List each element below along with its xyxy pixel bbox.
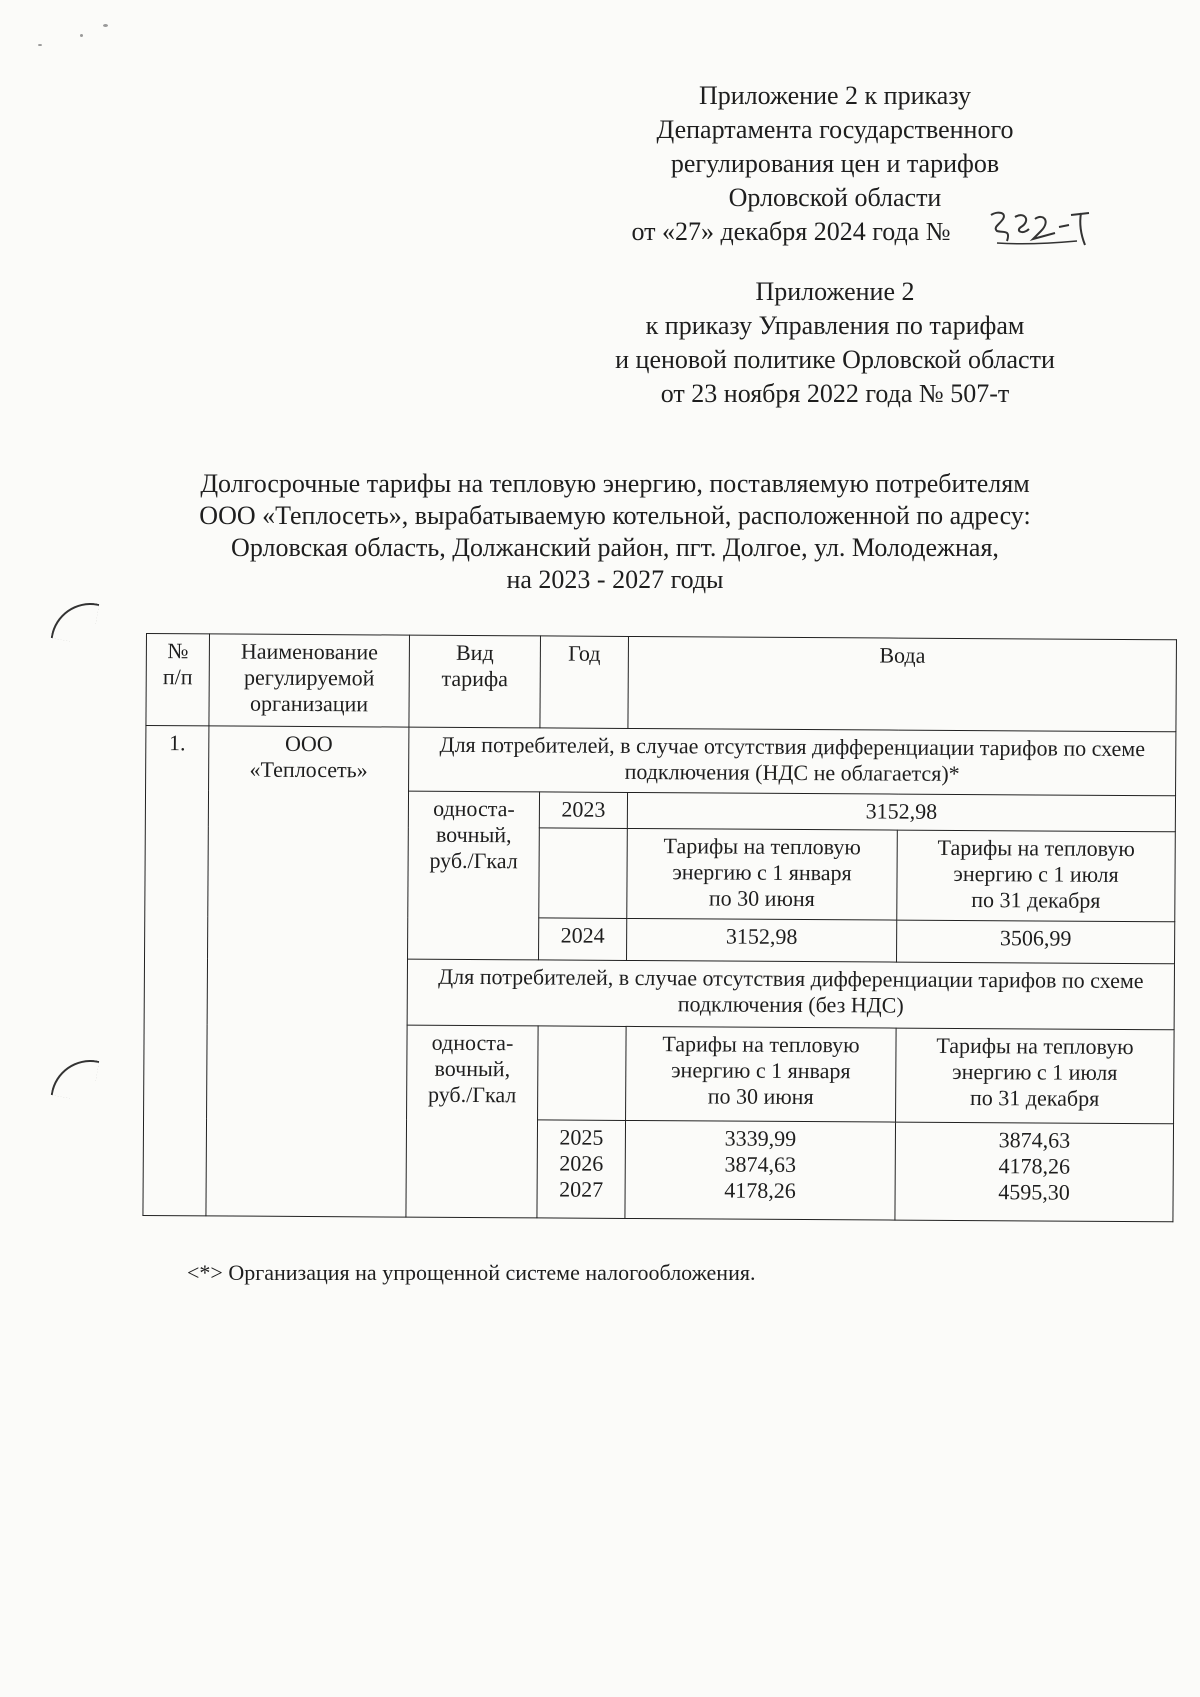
header-number: № п/п bbox=[146, 634, 210, 726]
title-line: ООО «Теплосеть», вырабатываемую котельной, расположенной по адресу: bbox=[199, 501, 1031, 530]
header-water: Вода bbox=[628, 636, 1177, 731]
section1-tariff-type: односта- вочный, руб./Гкал bbox=[408, 791, 540, 960]
empty-year-cell bbox=[538, 1026, 627, 1121]
annex-line: Приложение 2 к приказу bbox=[698, 81, 971, 110]
table-header-row bbox=[146, 634, 1177, 732]
annex-date-number-line bbox=[560, 215, 1110, 249]
title-line: на 2023 - 2027 годы bbox=[506, 565, 724, 594]
annex-date: от «27» декабря 2024 года № bbox=[631, 217, 951, 246]
annex-line: Орловской области bbox=[728, 183, 942, 212]
tariff-table bbox=[142, 633, 1177, 1222]
annex-line: регулирования цен и тарифов bbox=[670, 149, 1000, 178]
annex-line: от 23 ноября 2022 года № 507-т bbox=[660, 379, 1010, 408]
scan-speck bbox=[38, 44, 42, 46]
organization-name: ООО «Теплосеть» bbox=[206, 726, 409, 1217]
title-line: Орловская область, Должанский район, пгт. Долгое, ул. Молодежная, bbox=[231, 533, 999, 562]
punch-hole-mark bbox=[51, 597, 100, 646]
annex-line: и ценовой политике Орловской области bbox=[615, 345, 1055, 374]
section1-caption: Для потребителей, в случае отсутствия дифференциации тарифов по схеме подключения (НДС не облагается)* bbox=[409, 727, 1176, 796]
annex-header-new bbox=[560, 79, 1110, 249]
empty-year-cell bbox=[539, 828, 628, 919]
column-header-jul-dec: Тарифы на тепловую энергию с 1 июля по 31 декабря bbox=[896, 1028, 1175, 1124]
values-jan-jun: 3339,99 3874,63 4178,26 bbox=[625, 1120, 896, 1220]
column-header-jul-dec: Тарифы на тепловую энергию с 1 июля по 31 декабря bbox=[897, 830, 1176, 922]
header-organization: Наименование регулируемой организации bbox=[209, 634, 410, 727]
value-cell: 3506,99 bbox=[897, 920, 1175, 964]
annex-header-original bbox=[560, 275, 1110, 411]
values-jul-dec: 3874,63 4178,26 4595,30 bbox=[895, 1122, 1174, 1222]
section2-tariff-type: односта- вочный, руб./Гкал bbox=[406, 1025, 538, 1218]
annex-line: Департамента государственного bbox=[656, 115, 1014, 144]
header-year: Год bbox=[540, 636, 629, 729]
years-cell: 2025 2026 2027 bbox=[537, 1120, 626, 1219]
title-line: Долгосрочные тарифы на тепловую энергию, поставляемую потребителям bbox=[200, 469, 1030, 498]
handwritten-order-number bbox=[985, 203, 1095, 253]
header-tariff-type: Вид тарифа bbox=[409, 635, 541, 728]
punch-hole-mark bbox=[51, 1054, 100, 1103]
value-cell: 3152,98 bbox=[627, 918, 897, 962]
section2-caption: Для потребителей, в случае отсутствия дифференциации тарифов по схеме подключения (без НДС) bbox=[407, 959, 1174, 1030]
row-number: 1. bbox=[143, 726, 209, 1216]
section-caption-row bbox=[146, 726, 1176, 796]
document-title bbox=[150, 468, 1080, 596]
column-header-jan-jun: Тарифы на тепловую энергию с 1 января по 30 июня bbox=[626, 1026, 897, 1122]
column-header-jan-jun: Тарифы на тепловую энергию с 1 января по 30 июня bbox=[627, 828, 898, 920]
annex-line: Приложение 2 bbox=[755, 277, 915, 306]
footnote: <*> Организация на упрощенной системе налогообложения. bbox=[187, 1260, 756, 1285]
scan-speck bbox=[103, 24, 108, 27]
scan-speck bbox=[80, 34, 83, 37]
annex-line: к приказу Управления по тарифам bbox=[645, 311, 1025, 340]
value-cell: 3152,98 bbox=[627, 792, 1175, 831]
year-cell: 2024 bbox=[539, 918, 627, 961]
year-cell: 2023 bbox=[539, 792, 627, 829]
